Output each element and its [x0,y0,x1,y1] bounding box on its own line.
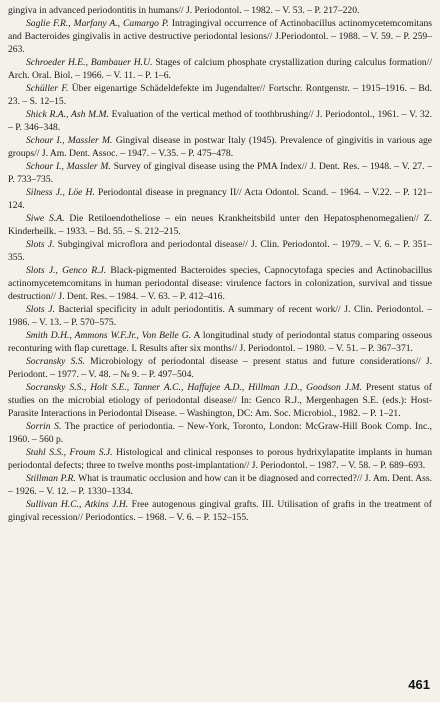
reference-text: Bacterial specificity in adult periodontitis. A summary of recent work// J. Clin. Periodontol. – 1986. – V. 13. – P. 570–575. [8,304,432,328]
reference-authors: Schüller F. [26,83,69,94]
reference-authors: Stahl S.S., Froum S.J. [26,447,113,458]
reference-authors: Sorrin S. [26,421,62,432]
reference-authors: Smith D.H., Ammons W.F.Jr., Von Belle G. [26,330,192,341]
reference-text: Periodontal disease in pregnancy II// Acta Odontol. Scand. – 1964. – V.22. – P. 121–124. [8,187,432,211]
reference-entry [8,446,432,472]
reference-authors: Slots J. [26,304,55,315]
reference-text: Stages of calcium phosphate crystallization during calculus formation// Arch. Oral. Biol. – 1966. – V. 11. – P. 1–6. [8,57,433,81]
reference-entry [8,160,432,186]
reference-authors: Silness J., Löe H. [26,187,95,198]
reference-text: Über eigenartige Schädeldefekte im Jugendalter// Fortschr. Rontgenstr. – 1915–1916. – Bd. 23. – S. 12–15. [8,83,432,107]
reference-list [8,4,432,524]
reference-entry [8,329,432,355]
reference-text: Free autogenous gingival grafts. III. Utilisation of grafts in the treatment of gingival recession// Periodontics. – 1968. – V. 6. – P. 152–155. [8,499,432,523]
reference-entry [8,472,432,498]
reference-entry [8,134,432,160]
page-number: 461 [408,677,430,692]
reference-entry [8,4,432,17]
reference-entry [8,498,432,524]
reference-entry [8,212,432,238]
reference-text: Evaluation of the vertical method of toothbrushing// J. Periodontol., 1961. – V. 32. – P. 346–348. [8,109,432,133]
reference-text: Histological and clinical responses to porous hydrixylapatite implants in human periodontal defects; three to twelve months post-implantation// J. Periodontol. – 1987. – V. 58. – P. 689–693. [8,447,432,471]
reference-authors: Socransky S.S. [26,356,85,367]
reference-text: Intragingival occurrence of Actinobacillus actinomycetemcomitans and Bacteroides gingivalis in active destructive periodontal lesions// J.Periodontol. – 1988. – V. 59. – P. 259–263. [8,18,432,55]
reference-authors: Slots J. [26,239,55,250]
reference-text: Die Retiloendotheliose – ein neues Krankheitsbild unter den Hepatosphenomegalien// Z. Kinderheilk. – 1933. – Bd. 55. – S. 212–215. [8,213,432,237]
reference-authors: Siwe S.A. [26,213,65,224]
reference-text: Microbiology of periodontal disease – present status and future considerations// J. Periodont. – 1977. – V. 48. – № 9. – P. 497–504. [8,356,433,380]
reference-authors: Saglie F.R., Marfany A., Camargo P. [26,18,169,29]
reference-entry [8,303,432,329]
reference-text: A longitudinal study of periodontal status comparing osseous reconturing with flap curettage. I. Results after six months// J. Periodontol. – 1980. – V. 51. – P. 367–371. [8,330,432,354]
reference-entry [8,420,432,446]
reference-text: Gingival disease in postwar Italy (1945). Prevalence of gingivitis in various age groups// J. Am. Dent. Assoc. – 1947. – V.35. – P. 475–478. [8,135,433,159]
reference-entry [8,108,432,134]
reference-entry [8,82,432,108]
reference-entry [8,355,432,381]
reference-authors: Sullivan H.C., Atkins J.H. [26,499,129,510]
reference-authors: Socransky S.S., Holt S.E., Tanner A.C., Haffajee A.D., Hillman J.D., Goodson J.M. [26,382,362,393]
reference-entry [8,17,432,56]
reference-text: Subgingival microflora and periodontal disease// J. Clin. Periodontol. – 1979. – V. 6. – P. 351–355. [8,239,432,263]
reference-authors: Schour I., Massler M. [26,161,111,172]
reference-entry [8,56,432,82]
reference-authors: Stillman P.R. [26,473,76,484]
reference-text: The practice of periodontia. – New-York, Toronto, London: McGraw-Hill Book Comp. Inc., 1960. – 560 p. [8,421,432,445]
reference-authors: Shick R.A., Ash M.M. [26,109,109,120]
reference-entry [8,186,432,212]
reference-entry [8,264,432,303]
reference-authors: Slots J., Genco R.J. [26,265,107,276]
reference-text: Black-pigmented Bacteroides species, Capnocytofaga species and Actinobacillus actinomycetemcomitans in human periodontal disease: virulence factors in colonization, survival and tissue destruction// J. Dent. Res. – 1984. – V. 63. – P. 412–416. [8,265,432,302]
reference-text: gingiva in advanced periodontitis in humans// J. Periodontol. – 1982. – V. 53. – P. 217–220. [8,5,360,16]
reference-authors: Schroeder H.E., Bambauer H.U. [26,57,153,68]
reference-text: Survey of gingival disease using the PMA Index// J. Dent. Res. – 1948. – V. 27. – P. 733–735. [8,161,432,185]
reference-entry [8,238,432,264]
reference-authors: Schour I., Massler M. [26,135,113,146]
reference-entry [8,381,432,420]
reference-text: Present status of studies on the microbial etiology of periodontal disease// In: Genco R.J., Mergenhagen S.E. (eds.): Host-Parasite Interactions in Periodontal Disease. – Washington, DC: Am. Soc. Microbiol., 1982. – P. 1–21. [8,382,432,419]
reference-text: What is traumatic occlusion and how can it be diagnosed and corrected?// J. Am. Dent. Ass. – 1926. – V. 12. – P. 1330–1334. [8,473,432,497]
